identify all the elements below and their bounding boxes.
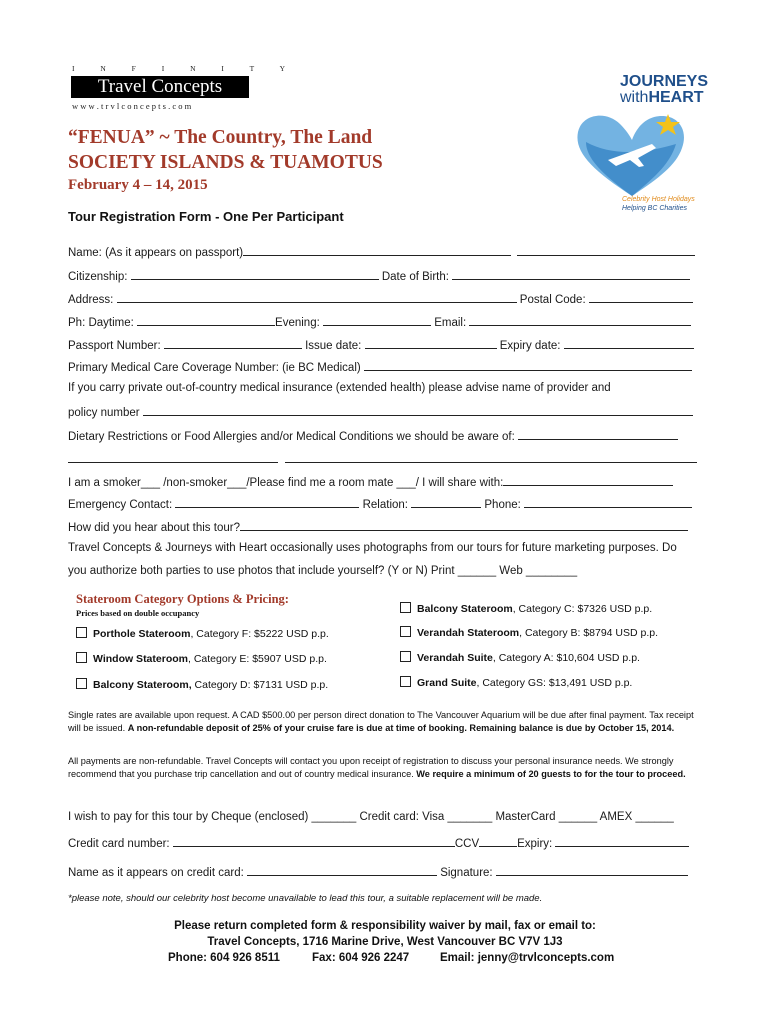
name-field-2[interactable] bbox=[517, 244, 695, 256]
photos-text-2: you authorize both parties to use photos that include yourself? (Y or N) Print ______ Web ________ bbox=[68, 565, 578, 577]
passport-row: Passport Number: Issue date: Expiry date: bbox=[68, 337, 694, 352]
hear-field[interactable] bbox=[240, 519, 688, 531]
checkbox[interactable] bbox=[400, 602, 411, 613]
citizenship-field[interactable] bbox=[131, 268, 379, 280]
form-title: Tour Registration Form - One Per Participant bbox=[68, 209, 344, 224]
checkbox[interactable] bbox=[400, 626, 411, 637]
address-field[interactable] bbox=[117, 291, 517, 303]
payments-note: All payments are non-refundable. Travel Concepts will contact you upon receipt of registration to discuss your personal insurance needs. We strongly recommend that you purchase trip cancellation and out of country medical insurance. We require a minimum of 20 guests to for the tour to proceed. bbox=[68, 756, 686, 779]
option-balcony-d[interactable]: Balcony Stateroom, Category D: $7131 USD p.p. bbox=[76, 678, 328, 691]
partner-tagline: Celebrity Host Holidays Helping BC Charities bbox=[622, 196, 695, 212]
photos-text-1: Travel Concepts & Journeys with Heart occasionally uses photographs from our tours for future marketing purposes. Do bbox=[68, 542, 677, 554]
card-name-row: Name as it appears on credit card: Signature: bbox=[68, 864, 688, 879]
address-row: Address: Postal Code: bbox=[68, 291, 693, 306]
checkbox[interactable] bbox=[76, 627, 87, 638]
dietary-field[interactable] bbox=[518, 428, 678, 440]
heart-airplane-icon bbox=[572, 108, 692, 200]
stateroom-subheading: Prices based on double occupancy bbox=[76, 608, 200, 618]
card-number-field[interactable] bbox=[173, 835, 455, 847]
dob-field[interactable] bbox=[452, 268, 690, 280]
phone-row: Ph: Daytime: Evening: Email: bbox=[68, 314, 691, 329]
medical-row: Primary Medical Care Coverage Number: (ie BC Medical) bbox=[68, 359, 692, 374]
daytime-phone-field[interactable] bbox=[137, 314, 275, 326]
option-porthole-f[interactable]: Porthole Stateroom, Category F: $5222 USD p.p. bbox=[76, 627, 329, 640]
card-expiry-field[interactable] bbox=[555, 835, 689, 847]
checkbox[interactable] bbox=[76, 678, 87, 689]
return-instructions: Please return completed form & responsibility waiver by mail, fax or email to: bbox=[174, 920, 596, 932]
footer-phone: Phone: 604 926 8511 bbox=[168, 952, 280, 964]
dietary-row-2 bbox=[68, 451, 697, 466]
card-number-row: Credit card number: CCV Expiry: bbox=[68, 835, 689, 850]
card-name-field[interactable] bbox=[247, 864, 437, 876]
evening-phone-field[interactable] bbox=[323, 314, 431, 326]
policy-row: policy number bbox=[68, 404, 693, 419]
single-rates-note: Single rates are available upon request. A CAD $500.00 per person direct donation to The Vancouver Aquarium will be due after final payment. Tax receipt will be issued. A non-refundable deposit of 25% of your cruise fare is due at time of booking. Remaining balance is due by October 15, 2014. bbox=[68, 710, 694, 733]
ccv-field[interactable] bbox=[479, 835, 517, 847]
name-row: Name: (As it appears on passport) bbox=[68, 244, 695, 259]
logo-tagline: I N F I N I T Y bbox=[72, 64, 298, 73]
postal-field[interactable] bbox=[589, 291, 693, 303]
hear-row: How did you hear about this tour? bbox=[68, 519, 688, 534]
dietary-row: Dietary Restrictions or Food Allergies and/or Medical Conditions we should be aware of: bbox=[68, 428, 678, 443]
citizenship-row: Citizenship: Date of Birth: bbox=[68, 268, 690, 283]
footer-fax: Fax: 604 926 2247 bbox=[312, 952, 410, 964]
checkbox[interactable] bbox=[400, 676, 411, 687]
policy-field[interactable] bbox=[143, 404, 693, 416]
medical-field[interactable] bbox=[364, 359, 692, 371]
signature-field[interactable] bbox=[496, 864, 688, 876]
option-window-e[interactable]: Window Stateroom, Category E: $5907 USD p.p. bbox=[76, 652, 327, 665]
logo-url: w w w . t r v l c o n c e p t s . c o m bbox=[72, 101, 192, 111]
host-note: *please note, should our celebrity host become unavailable to lead this tour, a suitable replacement will be made. bbox=[68, 893, 543, 904]
stateroom-heading: Stateroom Category Options & Pricing: bbox=[76, 592, 289, 606]
footer-email[interactable]: Email: jenny@trvlconcepts.com bbox=[440, 952, 615, 964]
issue-date-field[interactable] bbox=[365, 337, 497, 349]
insurance-text: If you carry private out-of-country medical insurance (extended health) please advise name of provider and bbox=[68, 382, 611, 394]
emergency-contact-field[interactable] bbox=[175, 496, 359, 508]
checkbox[interactable] bbox=[76, 652, 87, 663]
tour-subtitle: SOCIETY ISLANDS & TUAMOTUS bbox=[68, 152, 383, 173]
option-balcony-c[interactable]: Balcony Stateroom, Category C: $7326 USD p.p. bbox=[400, 602, 652, 615]
smoker-row: I am a smoker___ /non-smoker___/Please find me a room mate ___/ I will share with: bbox=[68, 474, 673, 489]
option-verandah-suite-a[interactable]: Verandah Suite, Category A: $10,604 USD p.p. bbox=[400, 651, 640, 664]
tour-title: “FENUA” ~ The Country, The Land bbox=[68, 127, 373, 148]
payment-method-row: I wish to pay for this tour by Cheque (enclosed) _______ Credit card: Visa _______ MasterCard ______ AMEX ______ bbox=[68, 811, 674, 823]
travel-concepts-logo: Travel Concepts bbox=[71, 76, 249, 98]
email-field[interactable] bbox=[469, 314, 691, 326]
dietary-field-3[interactable] bbox=[285, 451, 697, 463]
emergency-phone-field[interactable] bbox=[524, 496, 692, 508]
share-with-field[interactable] bbox=[503, 474, 673, 486]
name-field[interactable] bbox=[243, 244, 511, 256]
option-grand-suite-gs[interactable]: Grand Suite, Category GS: $13,491 USD p.p. bbox=[400, 676, 632, 689]
emergency-row: Emergency Contact: Relation: Phone: bbox=[68, 496, 692, 511]
option-verandah-b[interactable]: Verandah Stateroom, Category B: $8794 USD p.p. bbox=[400, 626, 658, 639]
mailing-address: Travel Concepts, 1716 Marine Drive, West Vancouver BC V7V 1J3 bbox=[207, 936, 563, 948]
tour-dates: February 4 – 14, 2015 bbox=[68, 177, 208, 193]
dietary-field-2[interactable] bbox=[68, 451, 278, 463]
checkbox[interactable] bbox=[400, 651, 411, 662]
expiry-date-field[interactable] bbox=[564, 337, 694, 349]
partner-logo-title: JOURNEYS withHEART bbox=[620, 73, 709, 106]
passport-field[interactable] bbox=[164, 337, 302, 349]
relation-field[interactable] bbox=[411, 496, 481, 508]
